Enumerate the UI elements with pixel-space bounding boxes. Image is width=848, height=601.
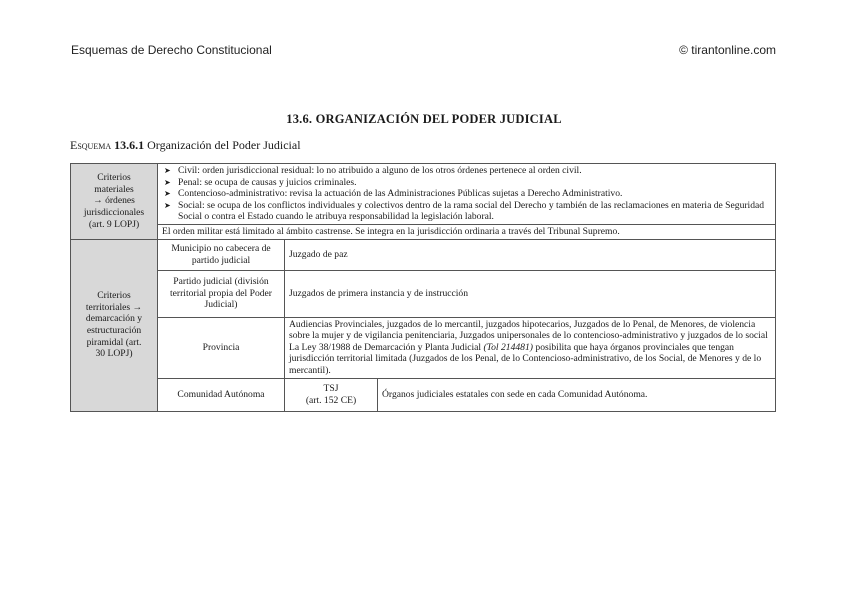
table-row [71,270,776,317]
criterios-territoriales-label: Criterios territoriales → demarcación y estructuración piramidal (art. 30 LOPJ) [71,239,158,411]
arrow-bullet-icon: ➤ [164,166,171,175]
list-item: ➤ Civil: orden jurisdiccional residual: lo no atribuido a alguno de los otros órdenes pertenece al orden civil. [164,165,582,176]
ordenes-list [162,165,771,223]
running-header-left: Esquemas de Derecho Constitucional [71,43,272,57]
arrow-bullet-icon: ➤ [164,200,171,210]
municipio-label: Municipio no cabecera de partido judicial [158,239,285,270]
table-row [71,239,776,270]
section-title: 13.6. ORGANIZACIÓN DEL PODER JUDICIAL [286,112,562,126]
schema-title: Organización del Poder Judicial [147,138,301,152]
partido-value: Juzgados de primera instancia y de instrucción [285,270,776,317]
provincia-label: Provincia [158,317,285,378]
list-item: ➤ Contencioso-administrativo: revisa la actuación de las Administraciones Públicas sujetas a Derecho Administrativo. [164,188,623,200]
list-item: ➤ Penal: se ocupa de causas y juicios criminales. [164,176,357,188]
table-row [71,378,776,411]
table-row [71,317,776,378]
comunidad-value: Órganos judiciales estatales con sede en cada Comunidad Autónoma. [378,378,776,411]
arrow-bullet-icon: ➤ [164,177,171,187]
arrow-bullet-icon: ➤ [164,189,171,199]
table-row [71,224,776,239]
tol-reference-link[interactable]: (Tol 214481) [483,341,533,353]
comunidad-label: Comunidad Autónoma [158,378,285,411]
schema-prefix: Esquema [70,138,112,152]
running-header-right: © tirantonline.com [679,43,776,57]
ordenes-list-cell [158,164,776,225]
provincia-ley-note: La Ley 38/1988 de Demarcación y Planta Judicial (Tol 214481) posibilita que haya órganos provinciales que tengan jurisdicción territorial limitada (Juzgados de los Penal, de lo Contencioso-administrativo, de los Social, de Menores y de lo mercantil). [289,341,762,376]
provincia-value: Audiencias Provinciales, juzgados de lo mercantil, juzgados hipotecarios, Juzgados de lo Penal, de Menores, de violencia sobre la mujer y de vigilancia penitenciaria, Juzgados unipersonales de lo contencioso-administrativo y juzgados de lo social La Ley 38/1988 de Demarcación y Planta Judicial (Tol 214481) posibilita que haya órganos provinciales que tengan jurisdicción territorial limitada (Juzgados de los Penal, de lo Contencioso-administrativo, de los Social, de Menores y de lo mercantil). [285,317,776,378]
schema-subtitle [70,138,301,153]
partido-label: Partido judicial (división territorial propia del Poder Judicial) [158,270,285,317]
municipio-value: Juzgado de paz [285,239,776,270]
table-row [71,164,776,225]
list-item: ➤ Social: se ocupa de los conflictos individuales y colectivos dentro de la rama social del Derecho y también de las reclamaciones en materia de Seguridad Social o contra el Estado cuando le atribuya responsabilidad la legislación laboral. [164,199,765,223]
schema-number: 13.6.1 [114,138,145,152]
militar-cell: El orden militar está limitado al ámbito castrense. Se integra en la jurisdicción ordinaria a través del Tribunal Supremo. [158,224,776,239]
organization-table [70,163,776,412]
criterios-materiales-label: Criterios materiales → órdenes jurisdiccionales (art. 9 LOPJ) [71,164,158,240]
tsj-cell: TSJ (art. 152 CE) [285,378,378,411]
